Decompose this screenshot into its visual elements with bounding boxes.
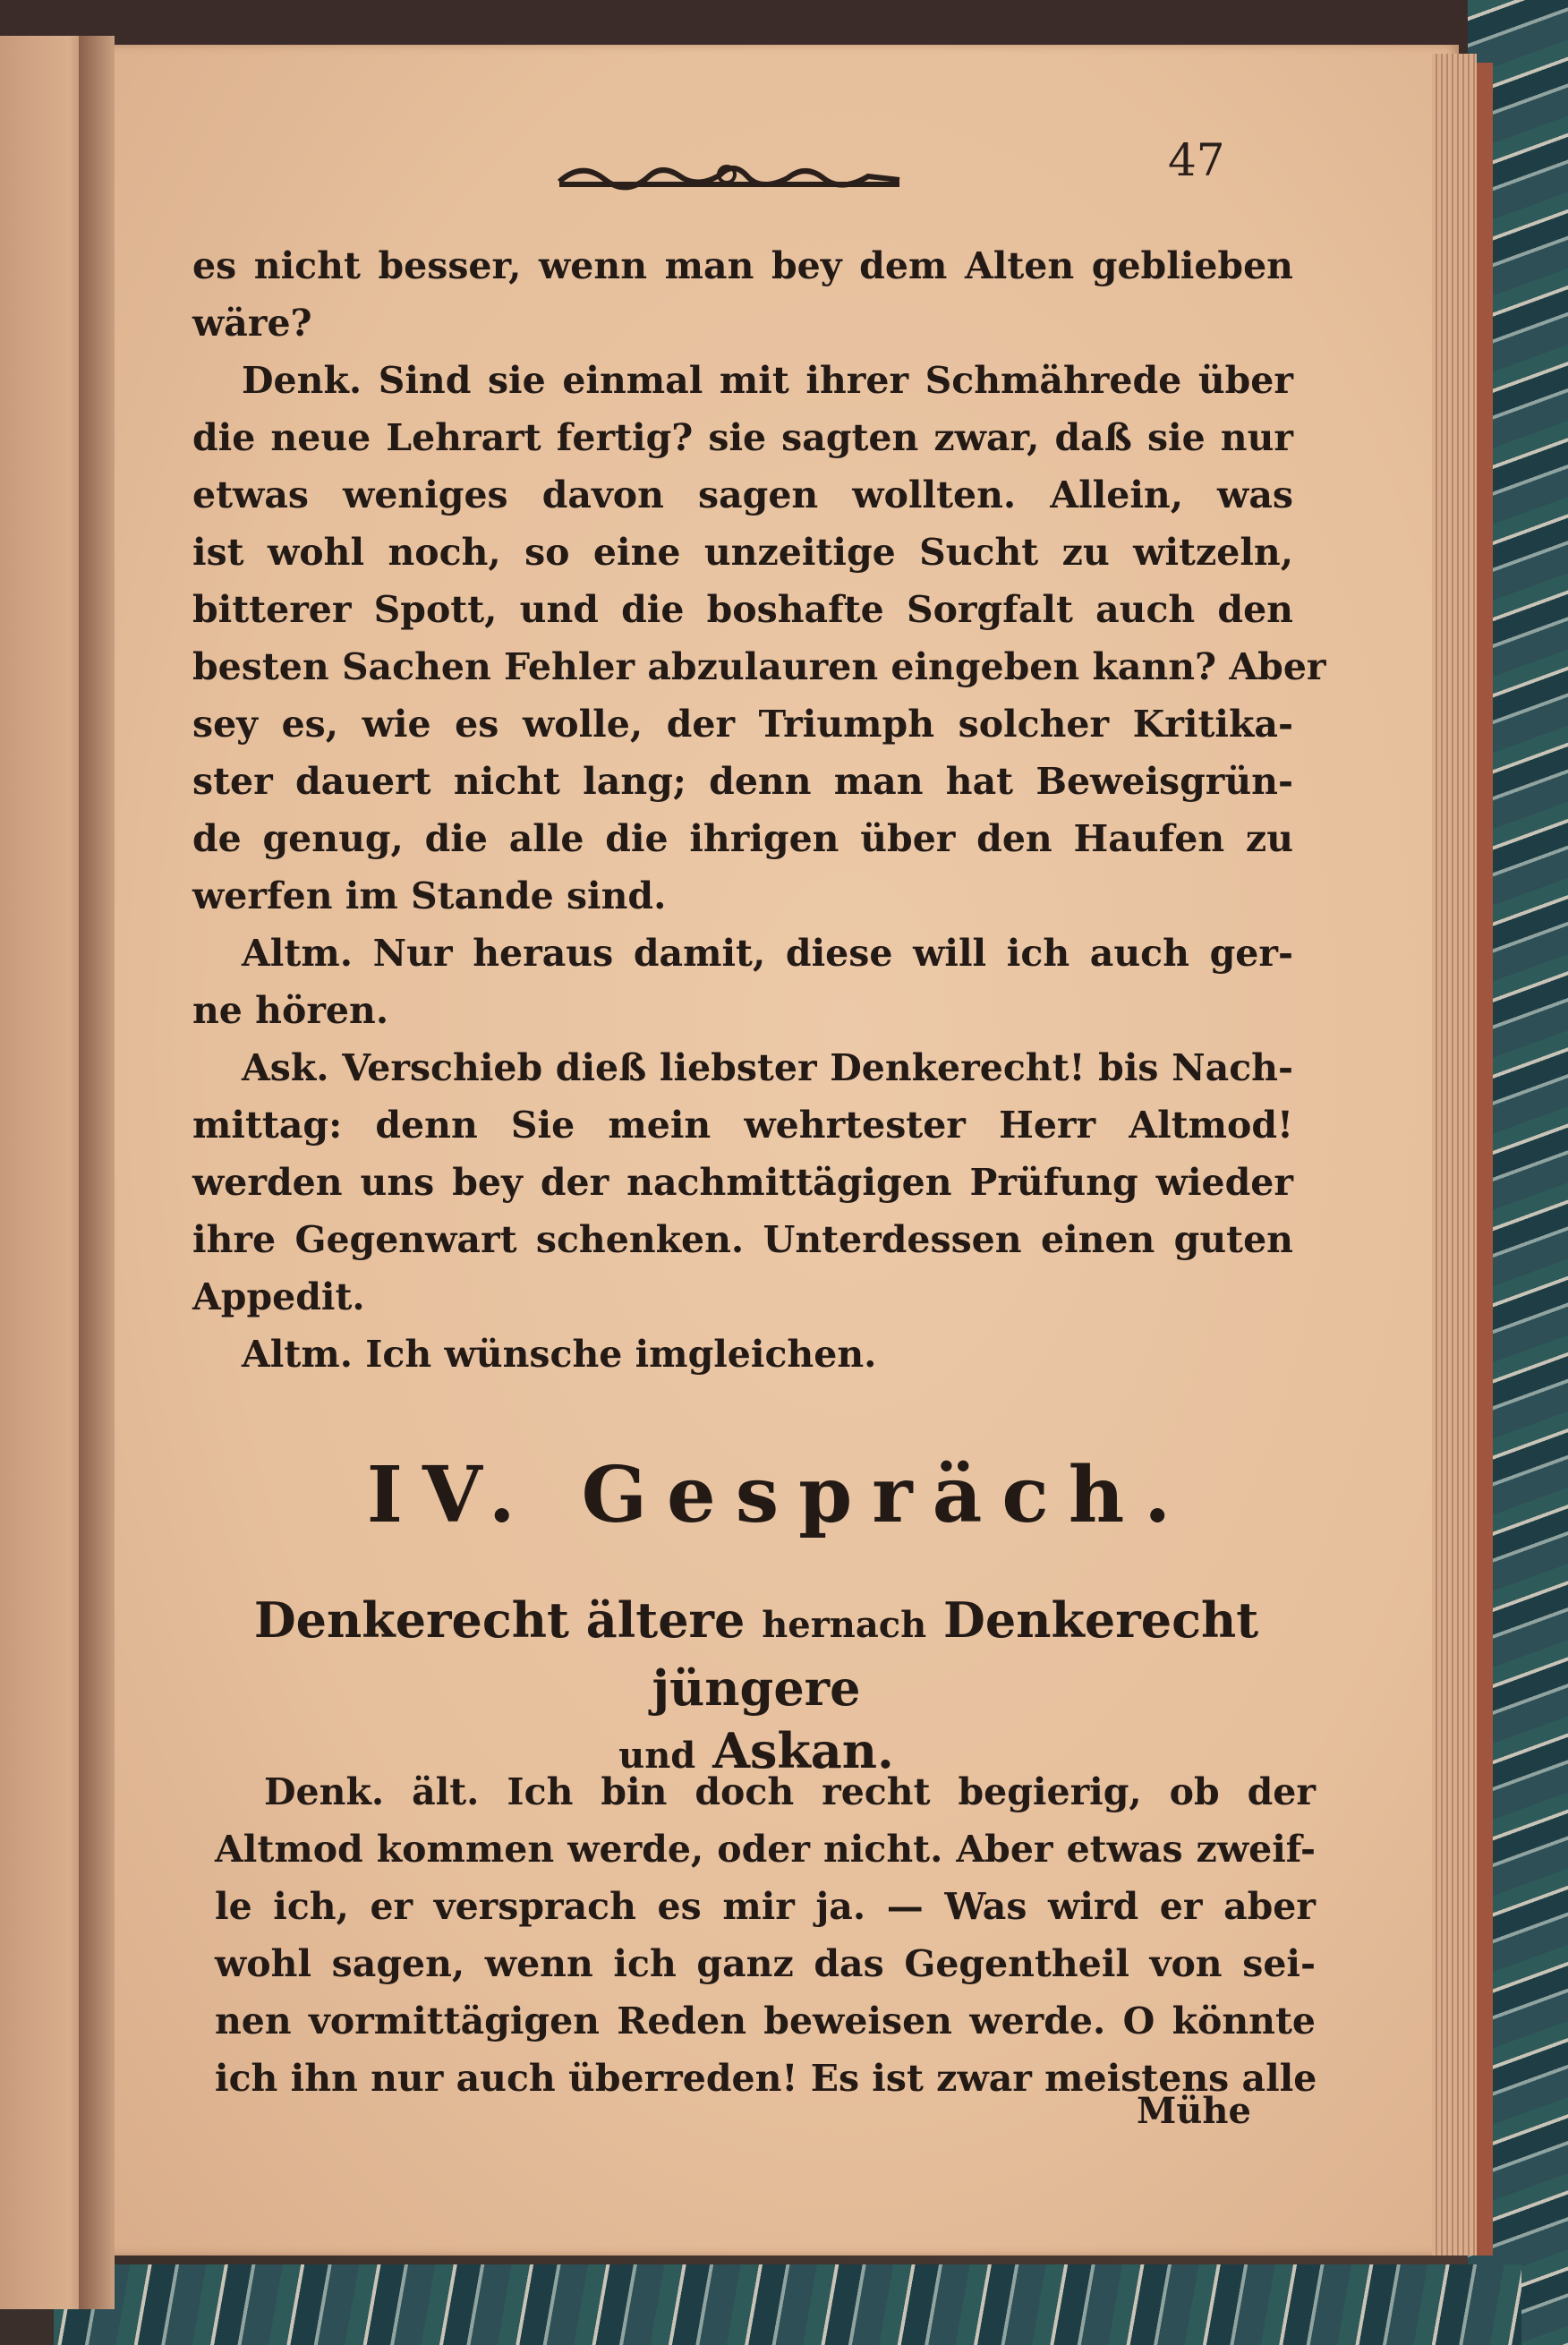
text-line: etwas weniges davon sagen wollten. Allein, was [192, 473, 1293, 516]
text-line: Altmod kommen werde, oder nicht. Aber etwas zweif- [215, 1828, 1316, 1871]
text-line: mittag: denn Sie mein wehrtester Herr Altmod! [192, 1104, 1293, 1147]
text-line: Appedit. [192, 1275, 365, 1318]
subtitle-speaker-2: Denkerecht jüngere [652, 1591, 1259, 1717]
ornament-icon [555, 157, 904, 192]
page-edges [1432, 54, 1477, 2255]
text-line: die neue Lehrart fertig? sie sagten zwar, daß sie nur [192, 416, 1293, 459]
red-edge [1477, 63, 1493, 2255]
text-line: ster dauert nicht lang; denn man hat Beweisgrün- [192, 760, 1293, 803]
page-number: 47 [1168, 134, 1225, 186]
text-line: bitterer Spott, und die boshafte Sorgfalt auch den [192, 588, 1293, 631]
section-title: IV. Gespräch. [366, 1450, 1191, 1540]
text-line: Denk. ält. Ich bin doch recht begierig, ob der [264, 1770, 1316, 1813]
text-line: wäre? [192, 302, 312, 345]
subtitle-speaker-1: Denkerecht ältere [253, 1591, 746, 1649]
text-line: ne hören. [192, 989, 389, 1032]
text-line: Ask. Verschieb dieß liebster Denkerecht! bis Nach- [242, 1046, 1293, 1089]
text-line: de genug, die alle die ihrigen über den Haufen zu [192, 817, 1293, 860]
body-text [192, 237, 1326, 1383]
text-line: besten Sachen Fehler abzulauren eingeben kann? Aber [192, 645, 1326, 688]
text-line: Altm. Nur heraus damit, diese will ich auch ger- [242, 932, 1293, 975]
text-line: ist wohl noch, so eine unzeitige Sucht zu witzeln, [192, 531, 1293, 574]
marbled-edge-bottom [54, 2264, 1521, 2345]
text-line: sey es, wie es wolle, der Triumph solcher Kritika- [192, 703, 1293, 746]
text-line: werden uns bey der nachmittägigen Prüfung wieder [192, 1161, 1293, 1204]
subtitle-connector: hernach [762, 1604, 927, 1646]
text-line: le ich, er versprach es mir ja. — Was wird er aber [215, 1885, 1316, 1928]
subtitle-line-1 [206, 1589, 1307, 1719]
text-line: wohl sagen, wenn ich ganz das Gegentheil von sei- [215, 1942, 1316, 1985]
page-gutter [79, 36, 115, 2309]
section-subtitle [206, 1589, 1307, 1787]
catchword: Mühe [1137, 2090, 1251, 2132]
text-line: Denk. Sind sie einmal mit ihrer Schmährede über [242, 359, 1293, 402]
text-line: ihre Gegenwart schenken. Unterdessen einen guten [192, 1218, 1293, 1261]
text-line: es nicht besser, wenn man bey dem Alten geblieben [192, 244, 1293, 287]
subtitle-and: und [618, 1735, 696, 1777]
text-line: nen vormittägigen Reden beweisen werde. O könnte [215, 2000, 1316, 2042]
body-text-2 [215, 1763, 1316, 2107]
text-line: werfen im Stande sind. [192, 874, 667, 917]
subtitle-speaker-3: Askan. [712, 1722, 894, 1779]
text-line: ich ihn nur auch überreden! Es ist zwar meistens alle [215, 2057, 1317, 2100]
text-line: Altm. Ich wünsche imgleichen. [242, 1333, 877, 1376]
